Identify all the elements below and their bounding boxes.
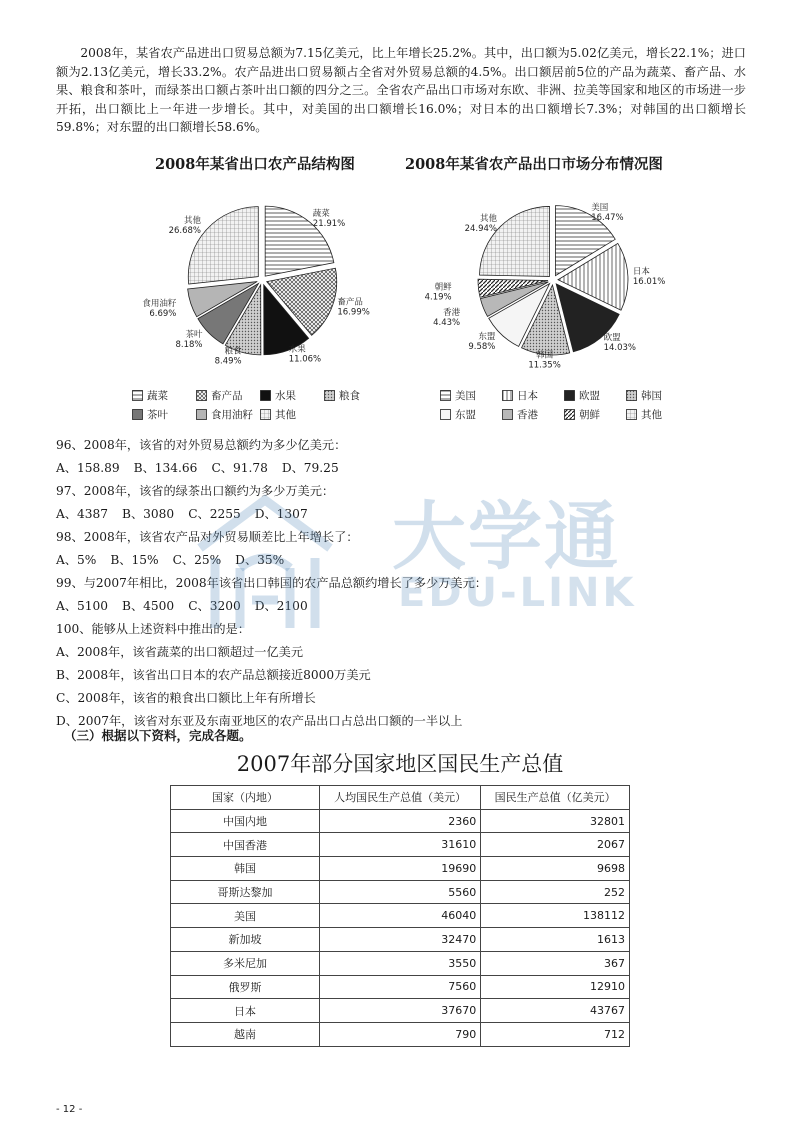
table-row xyxy=(171,999,630,1023)
question-97: 97、2008年，该省的绿茶出口额约为多少万美元： xyxy=(56,484,335,498)
legend-swatch xyxy=(132,390,143,401)
table-row xyxy=(171,833,630,857)
per-capita-gnp-cell: 790 xyxy=(320,1022,481,1046)
table-row xyxy=(171,951,630,975)
per-capita-gnp-cell: 2360 xyxy=(320,809,481,833)
gnp-cell: 43767 xyxy=(481,999,630,1023)
slice-name-label: 茶叶 xyxy=(185,330,203,341)
gnp-cell: 712 xyxy=(481,1022,630,1046)
slice-name-label: 香港 xyxy=(443,308,461,318)
legend-swatch xyxy=(564,409,575,420)
column-header: 国家（内地） xyxy=(171,786,320,810)
per-capita-gnp-cell: 7560 xyxy=(320,975,481,999)
chart1-legend xyxy=(132,388,382,428)
legend-label: 食用油籽 xyxy=(211,409,253,421)
legend-label: 其他 xyxy=(641,409,662,421)
slice-name-label: 粮食 xyxy=(224,346,242,357)
chart1-title: 2008年某省出口农产品结构图 xyxy=(155,156,355,173)
per-capita-gnp-cell: 3550 xyxy=(320,951,481,975)
legend-item xyxy=(564,407,600,422)
per-capita-gnp-cell: 19690 xyxy=(320,857,481,881)
option[interactable]: B、2008年，该省出口日本的农产品总额接近8000万美元 xyxy=(56,668,371,682)
gnp-cell: 138112 xyxy=(481,904,630,928)
slice-name-label: 日本 xyxy=(632,267,650,278)
region-cell: 韩国 xyxy=(171,857,320,881)
legend-swatch xyxy=(440,409,451,420)
region-cell: 多米尼加 xyxy=(171,951,320,975)
legend-item xyxy=(196,407,253,422)
table-row xyxy=(171,928,630,952)
slice-name-label: 食用油籽 xyxy=(142,298,177,309)
region-cell: 俄罗斯 xyxy=(171,975,320,999)
per-capita-gnp-cell: 5560 xyxy=(320,880,481,904)
option[interactable]: B、3080 xyxy=(122,507,175,521)
slice-name-label: 蔬菜 xyxy=(312,209,330,220)
gnp-cell: 1613 xyxy=(481,928,630,952)
legend-item xyxy=(502,407,538,422)
region-cell: 越南 xyxy=(171,1022,320,1046)
question-97-options xyxy=(56,505,322,522)
per-capita-gnp-cell: 32470 xyxy=(320,928,481,952)
legend-item xyxy=(260,388,296,403)
legend-swatch xyxy=(196,409,207,420)
slice-name-label: 其他 xyxy=(479,213,497,224)
slice-name-label: 其他 xyxy=(183,216,201,227)
legend-label: 畜产品 xyxy=(211,390,243,402)
table-header-row xyxy=(171,786,630,810)
slice-value-label: 4.43% xyxy=(433,318,461,328)
region-cell: 美国 xyxy=(171,904,320,928)
option[interactable]: D、35% xyxy=(235,553,285,567)
legend-swatch xyxy=(260,390,271,401)
legend-label: 东盟 xyxy=(455,409,476,421)
legend-label: 蔬菜 xyxy=(147,390,168,402)
table-title: 2007年部分国家地区国民生产总值 xyxy=(236,752,564,776)
slice-value-label: 6.69% xyxy=(149,308,177,319)
option[interactable]: B、134.66 xyxy=(133,461,198,475)
slice-name-label: 欧盟 xyxy=(603,333,621,343)
legend-label: 粮食 xyxy=(339,390,360,402)
slice-value-label: 4.19% xyxy=(424,292,452,303)
question-98: 98、2008年，该省农产品对外贸易顺差比上年增长了： xyxy=(56,530,359,544)
chart2-legend xyxy=(440,388,690,428)
region-cell: 中国内地 xyxy=(171,809,320,833)
legend-swatch xyxy=(626,409,637,420)
option[interactable]: C、25% xyxy=(172,553,222,567)
slice-value-label: 16.01% xyxy=(632,277,666,288)
option[interactable]: D、2007年，该省对东亚及东南亚地区的农产品出口占总出口额的一半以上 xyxy=(56,714,463,728)
legend-label: 欧盟 xyxy=(579,390,600,402)
legend-item xyxy=(260,407,296,422)
legend-label: 茶叶 xyxy=(147,409,168,421)
column-header: 国民生产总值（亿美元） xyxy=(481,786,630,810)
question-99-options xyxy=(56,597,322,614)
legend-item xyxy=(324,388,360,403)
option[interactable]: A、5100 xyxy=(56,599,109,613)
option[interactable]: B、15% xyxy=(110,553,159,567)
legend-item xyxy=(132,407,168,422)
slice-name-label: 水果 xyxy=(288,344,306,355)
slice-value-label: 26.68% xyxy=(168,226,201,237)
table-row xyxy=(171,975,630,999)
intro-paragraph: 2008年，某省农产品进出口贸易总额为7.15亿美元，比上年增长25.2%。其中，出口额为5.02亿美元，增长22.1%；进口额为2.13亿美元，增长33.2%。农产品进出口贸易额占全省对外贸易总额的4.5%。出口额居前5位的产品为蔬菜、畜产品、水果、粮食和茶叶，而绿茶出口额占茶叶出口额的四分之三。全省农产品出口市场对东欧、非洲、拉美等国家和地区的市场进一步开拓，出口额比上一年进一步增长。其中，对美国的出口额增长16.0%；对日本的出口额增长7.3%；对韩国的出口额增长59.8%；对东盟的出口额增长58.6%。 xyxy=(56,46,746,135)
option[interactable]: D、2100 xyxy=(254,599,308,613)
page-number: - 12 - xyxy=(56,1104,83,1115)
legend-item xyxy=(564,388,600,403)
question-96: 96、2008年，该省的对外贸易总额约为多少亿美元： xyxy=(56,438,347,452)
option[interactable]: D、1307 xyxy=(254,507,308,521)
pie-chart-product-structure xyxy=(130,180,390,385)
per-capita-gnp-cell: 31610 xyxy=(320,833,481,857)
slice-value-label: 21.91% xyxy=(312,219,346,230)
option[interactable]: A、4387 xyxy=(56,507,109,521)
slice-value-label: 11.35% xyxy=(528,360,561,371)
gnp-cell: 32801 xyxy=(481,809,630,833)
slice-value-label: 14.03% xyxy=(603,343,637,353)
option[interactable]: C、2255 xyxy=(188,507,241,521)
table-row xyxy=(171,1022,630,1046)
legend-label: 韩国 xyxy=(641,390,662,402)
option[interactable]: A、5% xyxy=(56,553,97,567)
table-row xyxy=(171,809,630,833)
section-heading: （三）根据以下资料，完成各题。 xyxy=(64,728,252,743)
legend-item xyxy=(626,388,662,403)
slice-name-label: 美国 xyxy=(591,203,609,213)
watermark-en: EDU-LINK xyxy=(398,570,637,616)
slice-name-label: 东盟 xyxy=(478,332,496,343)
question-99: 99、与2007年相比，2008年该省出口韩国的农产品总额约增长了多少万美元： xyxy=(56,576,487,590)
slice-value-label: 8.49% xyxy=(214,356,242,367)
option[interactable]: A、158.89 xyxy=(56,461,120,475)
slice-value-label: 9.58% xyxy=(468,342,496,353)
gnp-cell: 252 xyxy=(481,880,630,904)
question-100: 100、能够从上述资料中推出的是： xyxy=(56,622,250,636)
slice-value-label: 16.99% xyxy=(337,307,370,318)
legend-item xyxy=(196,388,243,403)
slice-value-label: 16.47% xyxy=(591,213,624,223)
column-header: 人均国民生产总值（美元） xyxy=(320,786,481,810)
legend-swatch xyxy=(260,409,271,420)
slice-value-label: 24.94% xyxy=(464,223,497,234)
option[interactable]: C、91.78 xyxy=(211,461,268,475)
table-row xyxy=(171,880,630,904)
legend-swatch xyxy=(502,409,513,420)
gnp-table xyxy=(170,785,630,1047)
legend-item xyxy=(132,388,168,403)
gnp-cell: 2067 xyxy=(481,833,630,857)
legend-swatch xyxy=(502,390,513,401)
option[interactable]: A、2008年，该省蔬菜的出口额超过一亿美元 xyxy=(56,645,304,659)
question-98-options xyxy=(56,551,298,568)
region-cell: 日本 xyxy=(171,999,320,1023)
table-row xyxy=(171,857,630,881)
slice-name-label: 朝鲜 xyxy=(434,282,452,293)
legend-label: 香港 xyxy=(517,409,538,421)
question-96-options xyxy=(56,459,353,476)
gnp-cell: 9698 xyxy=(481,857,630,881)
legend-item xyxy=(626,407,662,422)
slice-name-label: 畜产品 xyxy=(337,297,363,308)
per-capita-gnp-cell: 37670 xyxy=(320,999,481,1023)
legend-label: 日本 xyxy=(517,390,538,402)
region-cell: 中国香港 xyxy=(171,833,320,857)
option[interactable]: C、2008年，该省的粮食出口额比上年有所增长 xyxy=(56,691,316,705)
chart2-title: 2008年某省农产品出口市场分布情况图 xyxy=(405,156,663,173)
slice-name-label: 韩国 xyxy=(536,350,554,361)
option[interactable]: B、4500 xyxy=(122,599,175,613)
legend-swatch xyxy=(626,390,637,401)
legend-label: 朝鲜 xyxy=(579,409,600,421)
legend-item xyxy=(440,407,476,422)
option[interactable]: D、79.25 xyxy=(281,461,339,475)
gnp-cell: 12910 xyxy=(481,975,630,999)
legend-label: 其他 xyxy=(275,409,296,421)
legend-swatch xyxy=(196,390,207,401)
legend-label: 美国 xyxy=(455,390,476,402)
legend-item xyxy=(440,388,476,403)
region-cell: 新加坡 xyxy=(171,928,320,952)
slice-value-label: 11.06% xyxy=(288,354,322,365)
per-capita-gnp-cell: 46040 xyxy=(320,904,481,928)
region-cell: 哥斯达黎加 xyxy=(171,880,320,904)
table-row xyxy=(171,904,630,928)
pie-chart-market-distribution xyxy=(415,180,685,385)
legend-label: 水果 xyxy=(275,390,296,402)
legend-swatch xyxy=(132,409,143,420)
legend-item xyxy=(502,388,538,403)
legend-swatch xyxy=(440,390,451,401)
gnp-cell: 367 xyxy=(481,951,630,975)
legend-swatch xyxy=(324,390,335,401)
slice-value-label: 8.18% xyxy=(175,340,203,351)
watermark-cn: 大学通 xyxy=(392,494,620,580)
option[interactable]: C、3200 xyxy=(188,599,241,613)
legend-swatch xyxy=(564,390,575,401)
